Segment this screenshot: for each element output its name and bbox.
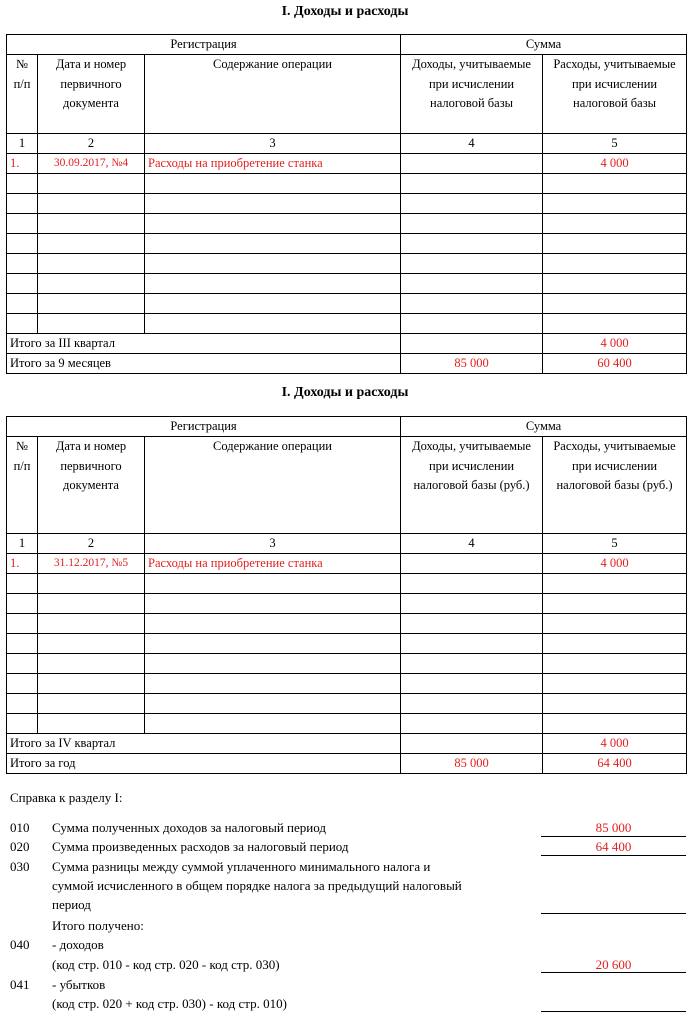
line-value: 64 400 xyxy=(595,839,632,854)
col-index: 4 xyxy=(401,534,543,554)
col-index: 4 xyxy=(401,134,543,154)
total-label: Итого за 9 месяцев xyxy=(7,354,401,374)
table-row xyxy=(7,154,687,174)
total-income: 85 000 xyxy=(401,354,543,374)
table-row xyxy=(7,294,687,314)
entry-num: 1. xyxy=(7,554,38,574)
col-date-header: Дата и номер первичного документа xyxy=(38,55,145,134)
table-row xyxy=(7,654,687,674)
header-registration: Регистрация xyxy=(7,417,401,437)
value-underline xyxy=(541,1011,686,1012)
total-income: 85 000 xyxy=(401,754,543,774)
table-row xyxy=(7,254,687,274)
table-row xyxy=(7,194,687,214)
total-received-label: Итого получено: xyxy=(52,918,144,933)
col-content-header: Содержание операции xyxy=(145,55,401,134)
line-code: 010 xyxy=(10,820,30,835)
table-row xyxy=(7,314,687,334)
line-text: период xyxy=(52,897,91,912)
line-text: Сумма полученных доходов за налоговый период xyxy=(52,820,326,835)
col-content-header: Содержание операции xyxy=(145,437,401,534)
total-label: Итого за год xyxy=(7,754,401,774)
total-label: Итого за III квартал xyxy=(7,334,401,354)
total-row xyxy=(7,354,687,374)
entry-income xyxy=(401,554,543,574)
line-code: 041 xyxy=(10,977,30,992)
table-row xyxy=(7,594,687,614)
total-expense: 60 400 xyxy=(543,354,687,374)
reference-heading: Справка к разделу I: xyxy=(10,790,123,805)
col-expense-header: Расходы, учитываемые при исчислении налоговой базы xyxy=(543,55,687,134)
col-num-header: № п/п xyxy=(7,437,38,534)
col-date-header: Дата и номер первичного документа xyxy=(38,437,145,534)
entry-num: 1. xyxy=(7,154,38,174)
entry-expense: 4 000 xyxy=(543,154,687,174)
table-row xyxy=(7,174,687,194)
total-income xyxy=(401,334,543,354)
col-income-header: Доходы, учитываемые при исчислении налоговой базы xyxy=(401,55,543,134)
line-text: Сумма разницы между суммой уплаченного минимального налога и xyxy=(52,859,431,874)
total-row xyxy=(7,334,687,354)
header-sum: Сумма xyxy=(401,417,687,437)
col-income-header: Доходы, учитываемые при исчислении налоговой базы (руб.) xyxy=(401,437,543,534)
table-row xyxy=(7,634,687,654)
line-code: 040 xyxy=(10,937,30,952)
col-index: 3 xyxy=(145,534,401,554)
line-text: (код стр. 020 + код стр. 030) - код стр. 010) xyxy=(52,996,287,1011)
value-underline xyxy=(541,972,686,973)
table-row xyxy=(7,714,687,734)
header-sum: Сумма xyxy=(401,35,687,55)
line-text: суммой исчисленного в общем порядке налога за предыдущий налоговый xyxy=(52,878,462,893)
total-expense: 64 400 xyxy=(543,754,687,774)
col-index: 1 xyxy=(7,134,38,154)
entry-content: Расходы на приобретение станка xyxy=(145,554,401,574)
col-index: 1 xyxy=(7,534,38,554)
col-index: 2 xyxy=(38,534,145,554)
col-index: 2 xyxy=(38,134,145,154)
entry-content: Расходы на приобретение станка xyxy=(145,154,401,174)
total-row xyxy=(7,734,687,754)
section-title-1: I. Доходы и расходы xyxy=(281,4,409,19)
entry-date: 31.12.2017, №5 xyxy=(38,554,145,574)
table-row xyxy=(7,554,687,574)
col-index: 3 xyxy=(145,134,401,154)
table-row xyxy=(7,274,687,294)
col-expense-header: Расходы, учитываемые при исчислении налоговой базы (руб.) xyxy=(543,437,687,534)
col-index: 5 xyxy=(543,534,687,554)
entry-date: 30.09.2017, №4 xyxy=(38,154,145,174)
table-row xyxy=(7,234,687,254)
total-income xyxy=(401,734,543,754)
line-text: (код стр. 010 - код стр. 020 - код стр. 030) xyxy=(52,957,280,972)
income-expense-table-2 xyxy=(6,416,687,774)
table-row xyxy=(7,694,687,714)
col-num-header: № п/п xyxy=(7,55,38,134)
header-registration: Регистрация xyxy=(7,35,401,55)
total-label: Итого за IV квартал xyxy=(7,734,401,754)
line-code: 020 xyxy=(10,839,30,854)
line-text: Сумма произведенных расходов за налоговый период xyxy=(52,839,349,854)
line-code: 030 xyxy=(10,859,30,874)
table-row xyxy=(7,674,687,694)
table-row xyxy=(7,574,687,594)
line-text: - убытков xyxy=(52,977,106,992)
total-expense: 4 000 xyxy=(543,334,687,354)
line-value: 20 600 xyxy=(595,957,632,972)
col-index: 5 xyxy=(543,134,687,154)
table-row xyxy=(7,214,687,234)
entry-expense: 4 000 xyxy=(543,554,687,574)
line-text: - доходов xyxy=(52,937,104,952)
total-expense: 4 000 xyxy=(543,734,687,754)
value-underline xyxy=(541,855,686,856)
line-value: 85 000 xyxy=(595,820,632,835)
income-expense-table-1 xyxy=(6,34,687,374)
total-row xyxy=(7,754,687,774)
entry-income xyxy=(401,154,543,174)
table-row xyxy=(7,614,687,634)
section-title-2: I. Доходы и расходы xyxy=(281,385,409,400)
value-underline xyxy=(541,913,686,914)
